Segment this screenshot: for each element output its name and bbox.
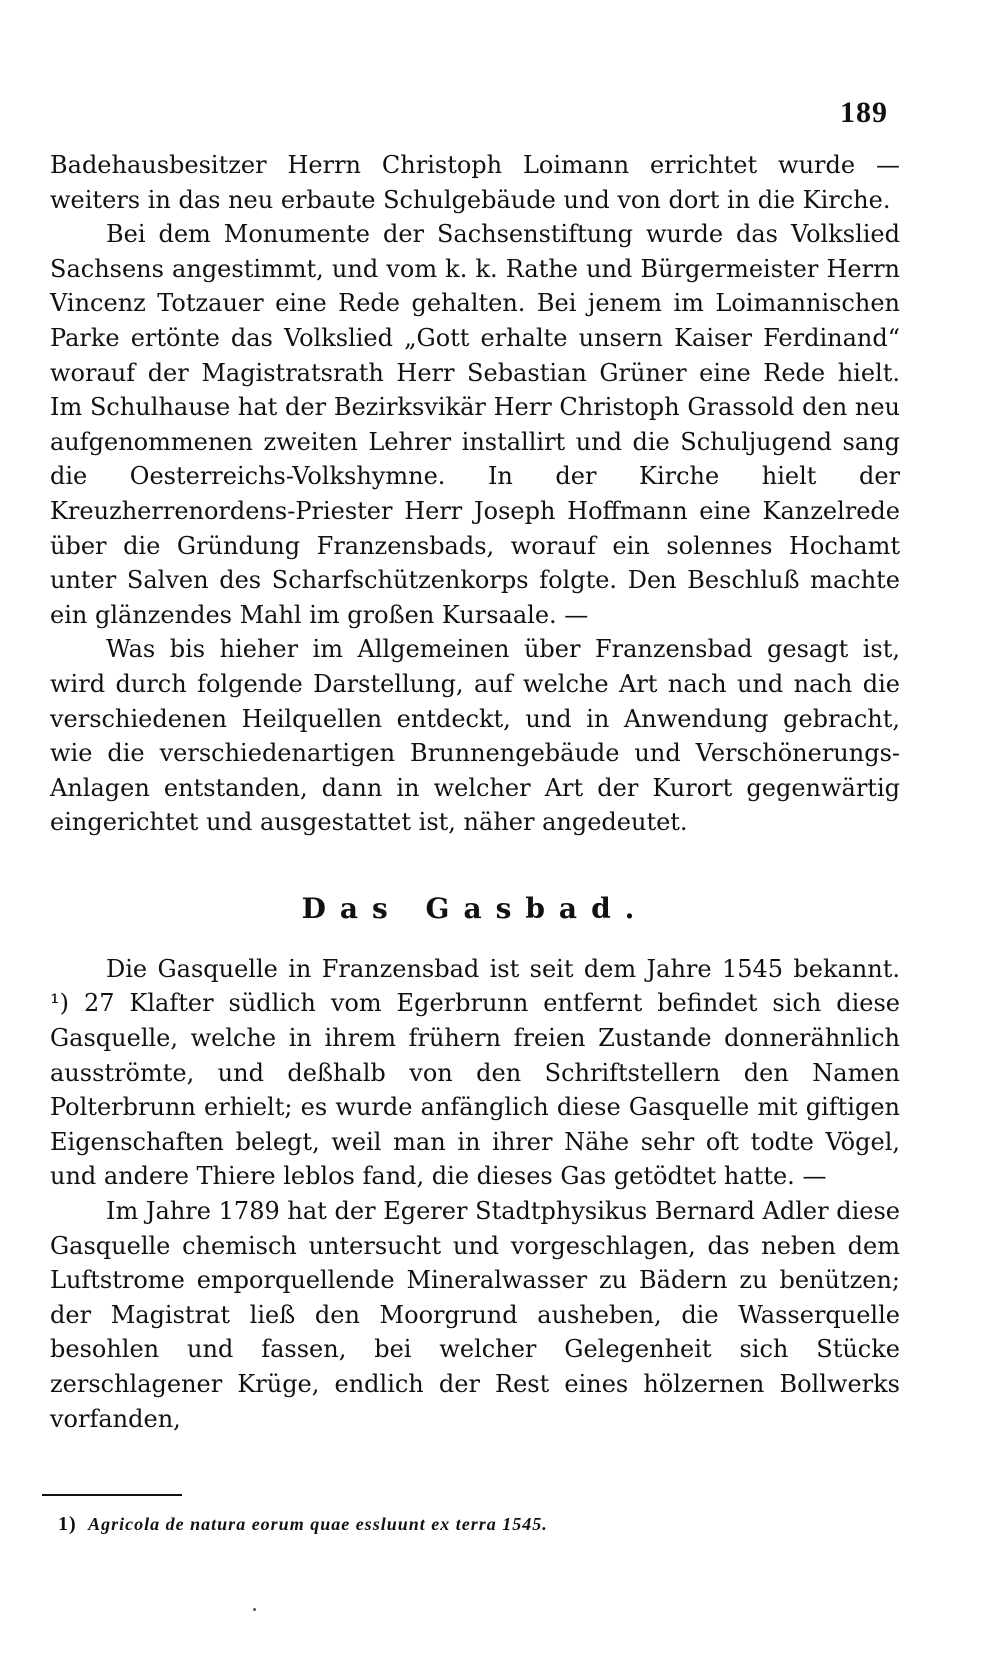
footnote: [58, 1512, 898, 1536]
paragraph: Im Jahre 1789 hat der Egerer Stadtphysikus Bernard Adler diese Gasquelle chemisch untersucht und vorgeschlagen, das neben dem Luftstrome emporquellende Mineralwasser zu Bädern zu benützen; der Magistrat ließ den Moorgrund ausheben, die Wasserquelle besohlen und fassen, bei welcher Gelegenheit sich Stücke zerschlagener Krüge, endlich der Rest eines hölzernen Bollwerks vorfanden,: [50, 1197, 900, 1433]
paragraph: Badehausbesitzer Herrn Christoph Loimann errichtet wurde — weiters in das neu erbaute Schulgebäude und von dort in die Kirche.: [50, 151, 900, 214]
footnote-divider: [42, 1494, 182, 1496]
scan-speck: [253, 1608, 256, 1611]
footnote-mark: 1): [58, 1513, 77, 1535]
section-heading: Das Gasbad.: [301, 891, 649, 925]
footnote-text: Agricola de natura eorum quae essluunt ex terra 1545.: [88, 1514, 548, 1534]
body-text: [50, 148, 900, 1436]
page-number: 189: [840, 96, 888, 129]
paragraph: Die Gasquelle in Franzensbad ist seit dem Jahre 1545 bekannt. ¹) 27 Klafter südlich vom Egerbrunn entfernt befindet sich diese Gasquelle, welche in ihrem frühern freien Zustande donnerähnlich ausströmte, und deßhalb von den Schriftstellern den Namen Polterbrunn erhielt; es wurde anfänglich diese Gasquelle mit giftigen Eigenschaften belegt, weil man in ihrer Nähe sehr oft todte Vögel, und andere Thiere leblos fand, die dieses Gas getödtet hatte. —: [50, 954, 900, 1191]
paragraph: Was bis hieher im Allgemeinen über Franzensbad gesagt ist, wird durch folgende Darstellung, auf welche Art nach und nach die verschiedenen Heilquellen entdeckt, und in Anwendung gebracht, wie die verschiedenartigen Brunnengebäude und Verschönerungs-Anlagen entstanden, dann in welcher Art der Kurort gegenwärtig eingerichtet und ausgestattet ist, näher angedeutet.: [50, 635, 900, 837]
paragraph: Bei dem Monumente der Sachsenstiftung wurde das Volkslied Sachsens angestimmt, und vom k. k. Rathe und Bürgermeister Herrn Vincenz Totzauer eine Rede gehalten. Bei jenem im Loimannischen Parke ertönte das Volkslied „Gott erhalte unsern Kaiser Ferdinand“ worauf der Magistratsrath Herr Sebastian Grüner eine Rede hielt. Im Schulhause hat der Bezirksvikär Herr Christoph Grassold den neu aufgenommenen zweiten Lehrer installirt und die Schuljugend sang die Oesterreichs-Volkshymne. In der Kirche hielt der Kreuzherrenordens-Priester Herr Joseph Hoffmann eine Kanzelrede über die Gründung Franzensbads, worauf ein solennes Hochamt unter Salven des Scharfschützenkorps folgte. Den Beschluß machte ein glänzendes Mahl im großen Kursaale. —: [50, 220, 900, 629]
